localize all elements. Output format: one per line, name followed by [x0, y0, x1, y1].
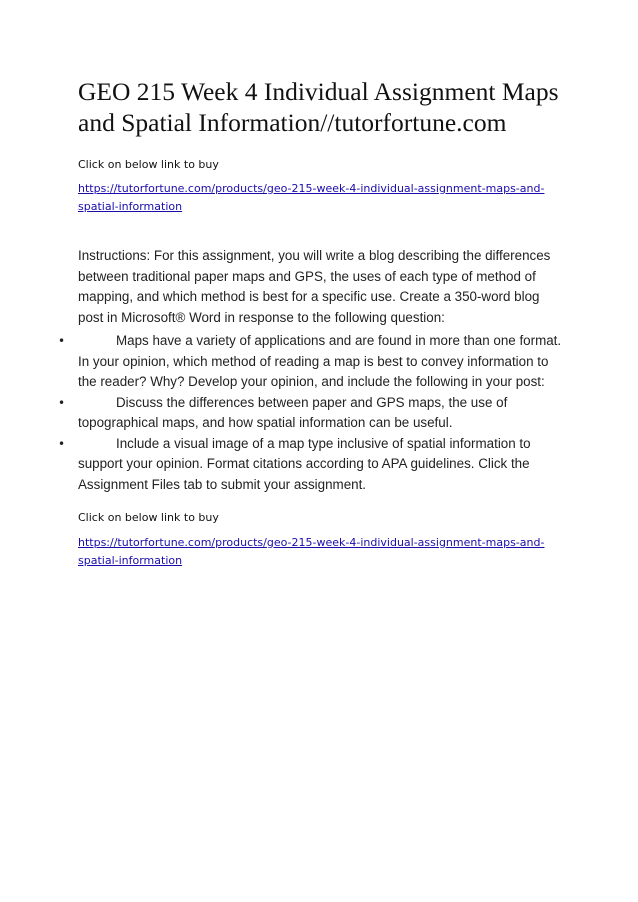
bullet-item: [58, 434, 568, 496]
bullet-text: Include a visual image of a map type inclusive of spatial information to support your opinion. Format citations according to APA guidelines. Click the Assignment Files tab to submit your assignment.: [78, 435, 531, 492]
document-title: GEO 215 Week 4 Individual Assignment Maps and Spatial Information//tutorfortune.com: [78, 77, 559, 137]
bullet-list: [58, 331, 568, 495]
bullet-text: Discuss the differences between paper and GPS maps, the use of topographical maps, and how spatial information can be useful.: [78, 394, 508, 430]
buy-link-bottom[interactable]: https://tutorfortune.com/products/geo-215-week-4-individual-assignment-maps-and-spatial-information: [78, 536, 545, 567]
instructions-paragraph: Instructions: For this assignment, you will write a blog describing the differences between traditional paper maps and GPS, the uses of each type of method of mapping, and which method is best for a specific use. Create a 350-word blog post in Microsoft® Word in response to the following question:: [78, 248, 551, 325]
bullet-icon: •: [58, 436, 66, 451]
bullet-item: [58, 393, 568, 434]
buy-link-top[interactable]: https://tutorfortune.com/products/geo-215-week-4-individual-assignment-maps-and-spatial-information: [78, 182, 545, 213]
buy-prompt-bottom: Click on below link to buy: [78, 511, 219, 524]
buy-prompt-top: Click on below link to buy: [78, 158, 219, 171]
bullet-icon: •: [58, 334, 66, 348]
bullet-text: Maps have a variety of applications and are found in more than one format. In your opinion, which method of reading a map is best to convey information to the reader? Why? Develop your opinion, and include the following in your post:: [78, 333, 562, 389]
bullet-icon: •: [58, 395, 66, 410]
bullet-item: [58, 331, 568, 393]
